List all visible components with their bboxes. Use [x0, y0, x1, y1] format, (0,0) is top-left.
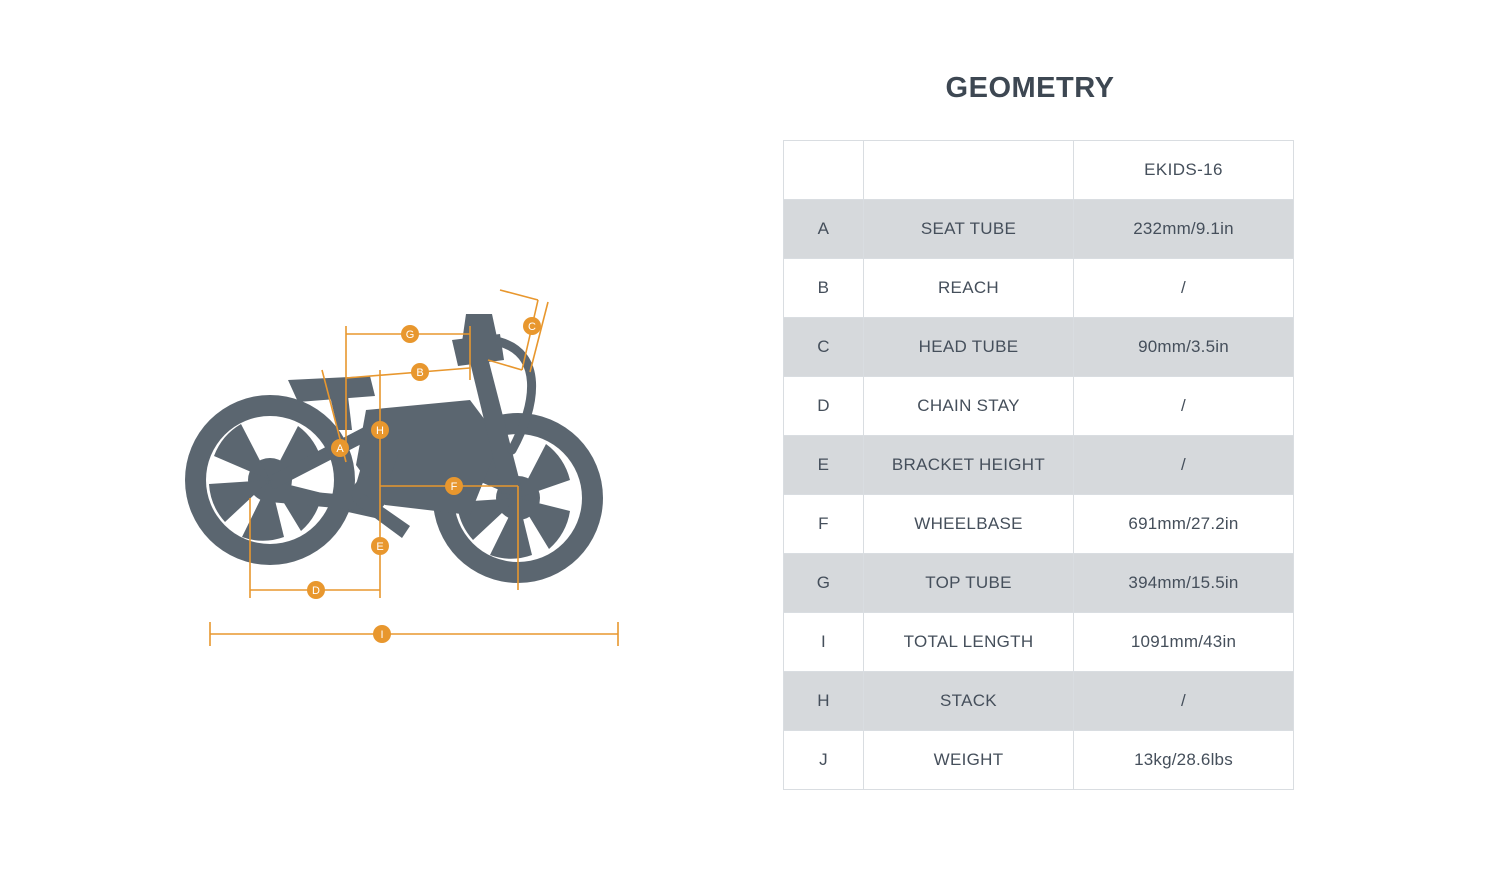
row-letter: F — [784, 495, 864, 554]
header-blank-letter — [784, 141, 864, 200]
svg-text:F: F — [450, 481, 458, 493]
marker-c — [523, 317, 541, 335]
row-name: TOTAL LENGTH — [864, 613, 1074, 672]
svg-text:H: H — [376, 425, 384, 437]
svg-text:C: C — [528, 321, 536, 333]
row-value: / — [1074, 436, 1294, 495]
marker-f — [445, 477, 463, 495]
row-value: / — [1074, 259, 1294, 318]
row-name: WHEELBASE — [864, 495, 1074, 554]
row-value: / — [1074, 377, 1294, 436]
marker-g — [401, 325, 419, 343]
row-value: 1091mm/43in — [1074, 613, 1294, 672]
row-value: 13kg/28.6lbs — [1074, 731, 1294, 790]
table-row — [784, 731, 1294, 790]
svg-text:D: D — [312, 585, 320, 597]
bike-geometry-diagram — [170, 250, 690, 670]
table-row — [784, 259, 1294, 318]
svg-text:A: A — [336, 443, 344, 455]
page-title: GEOMETRY — [945, 72, 1115, 104]
marker-e — [371, 537, 389, 555]
dim-line-b — [346, 368, 470, 378]
table-row — [784, 318, 1294, 377]
table-row — [784, 436, 1294, 495]
row-name: TOP TUBE — [864, 554, 1074, 613]
geometry-table-panel — [760, 0, 1500, 874]
row-letter: J — [784, 731, 864, 790]
row-letter: C — [784, 318, 864, 377]
dim-line-c — [500, 290, 538, 300]
row-letter: D — [784, 377, 864, 436]
row-name: REACH — [864, 259, 1074, 318]
row-letter: H — [784, 672, 864, 731]
table-row — [784, 554, 1294, 613]
table-row — [784, 672, 1294, 731]
svg-text:I: I — [380, 629, 384, 641]
row-name: WEIGHT — [864, 731, 1074, 790]
row-letter: E — [784, 436, 864, 495]
table-row — [784, 613, 1294, 672]
row-name: STACK — [864, 672, 1074, 731]
row-letter: B — [784, 259, 864, 318]
svg-text:E: E — [376, 541, 384, 553]
row-value: 691mm/27.2in — [1074, 495, 1294, 554]
row-value: 232mm/9.1in — [1074, 200, 1294, 259]
marker-h — [371, 421, 389, 439]
row-value: 394mm/15.5in — [1074, 554, 1294, 613]
geometry-table — [783, 140, 1294, 790]
table-row — [784, 377, 1294, 436]
svg-text:G: G — [405, 329, 415, 341]
table-header-row — [784, 141, 1294, 200]
marker-i — [373, 625, 391, 643]
marker-a — [331, 439, 349, 457]
header-blank-name — [864, 141, 1074, 200]
rear-wheel — [185, 395, 355, 565]
row-name: BRACKET HEIGHT — [864, 436, 1074, 495]
bike-silhouette — [185, 314, 603, 583]
table-row — [784, 495, 1294, 554]
row-letter: I — [784, 613, 864, 672]
row-value: / — [1074, 672, 1294, 731]
marker-d — [307, 581, 325, 599]
row-name: HEAD TUBE — [864, 318, 1074, 377]
svg-text:B: B — [416, 367, 424, 379]
row-letter: G — [784, 554, 864, 613]
marker-b — [411, 363, 429, 381]
row-name: CHAIN STAY — [864, 377, 1074, 436]
row-name: SEAT TUBE — [864, 200, 1074, 259]
row-letter: A — [784, 200, 864, 259]
row-value: 90mm/3.5in — [1074, 318, 1294, 377]
header-model: EKIDS-16 — [1074, 141, 1294, 200]
table-row — [784, 200, 1294, 259]
